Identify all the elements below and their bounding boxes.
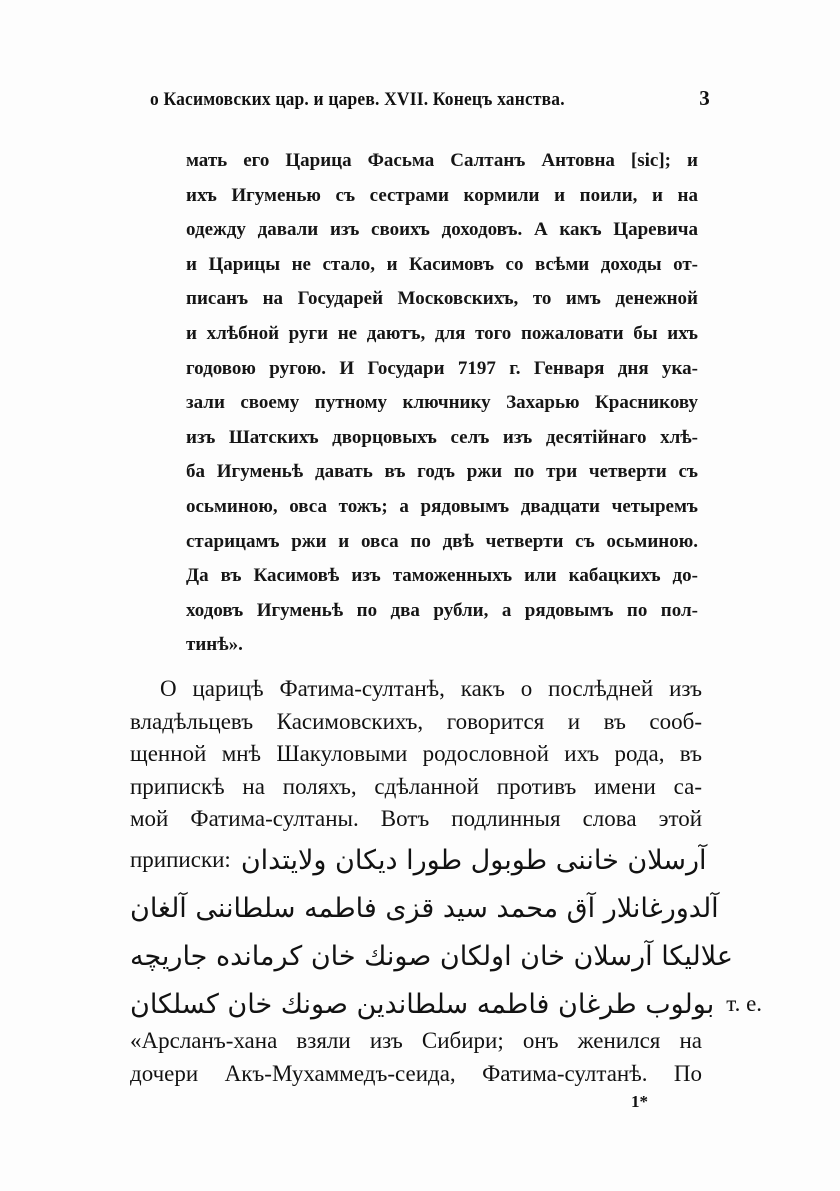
body-paragraph — [130, 673, 702, 836]
signature-mark: 1* — [631, 1092, 648, 1111]
page-number: 3 — [699, 86, 710, 110]
arabic-row — [130, 932, 733, 980]
arabic-row — [130, 836, 707, 884]
quote-line: одежду давали изъ своихъ доходовъ. А какъ Царевича — [186, 219, 698, 241]
quote-line: писанъ на Государей Московскихъ, то имъ денежной — [186, 288, 698, 310]
arabic-lead-text: приписки: — [130, 847, 231, 872]
body-line: дочери Акъ-Мухаммедъ-сеида, Фатима-султанѣ. По — [130, 1060, 702, 1086]
arabic-line: بولوب طرغان فاطمه سلطاندین صونك خان کسلکان — [130, 988, 715, 1020]
arabic-line: آرسلان خاننی طوبول طورا دیکان ولایتدان — [240, 844, 707, 876]
arabic-line: علالیکا آرسلان خان اولکان صونك خان کرمانده جاریچه — [130, 940, 733, 972]
quote-line: Да въ Касимовѣ изъ таможенныхъ или кабацкихъ до- — [186, 565, 698, 587]
quote-line: ихъ Игуменью съ сестрами кормили и поили, и на — [186, 184, 698, 206]
body-line: мой Фатима-султаны. Вотъ подлинныя слова этой — [130, 806, 702, 831]
body-line: «Арсланъ-хана взяли изъ Сибири; онъ женился на — [130, 1028, 702, 1053]
quote-line: годовою ругою. И Государи 7197 г. Генваря дня ука- — [186, 357, 698, 379]
page-header — [150, 86, 710, 111]
quote-line: зали своему путному ключнику Захарью Красникову — [186, 392, 698, 414]
body-line: припискѣ на поляхъ, сдѣланной противъ имени са- — [130, 773, 702, 799]
running-title: о Касимовских цар. и царев. XVII. Конецъ ханства. — [150, 89, 565, 110]
arabic-inscription — [130, 836, 763, 1028]
quote-line: тинѣ». — [186, 634, 243, 656]
quote-line: изъ Шатскихъ дворцовыхъ селъ изъ десятiйнаго хлѣ- — [186, 426, 698, 448]
body-line: О царицѣ Фатима-султанѣ, какъ о послѣдней изъ — [160, 676, 702, 701]
arabic-line: آلدورغانلار آق محمد سید قزی فاطمه سلطاننی آلغان — [130, 892, 719, 924]
arabic-row — [130, 884, 719, 932]
quote-line: мать его Царица Фасьма Салтанъ Антовна [sic]; и — [186, 150, 698, 171]
body-line: щенной мнѣ Шакуловыми родословной ихъ рода, въ — [130, 741, 702, 766]
arabic-tail-text: т. е. — [726, 991, 763, 1016]
translation-paragraph — [130, 1025, 702, 1090]
body-line: владѣльцевъ Касимовскихъ, говорится и въ сооб- — [130, 708, 702, 734]
quote-line: и Царицы не стало, и Касимовъ со всѣми доходы от- — [186, 253, 698, 275]
quote-line: и хлѣбной руги не даютъ, для того пожаловати бы ихъ — [186, 322, 698, 344]
quote-line: старицамъ ржи и овса по двѣ четверти съ осьминою. — [186, 530, 698, 552]
quote-line: ходовъ Игуменьѣ по два рубли, а рядовымъ по пол- — [186, 599, 698, 621]
quote-line: осьминою, овса тожъ; а рядовымъ двадцати четыремъ — [186, 495, 698, 517]
quote-line: ба Игуменьѣ давать въ годъ ржи по три четверти съ — [186, 461, 698, 483]
quoted-passage — [186, 144, 698, 663]
arabic-row — [130, 980, 763, 1028]
